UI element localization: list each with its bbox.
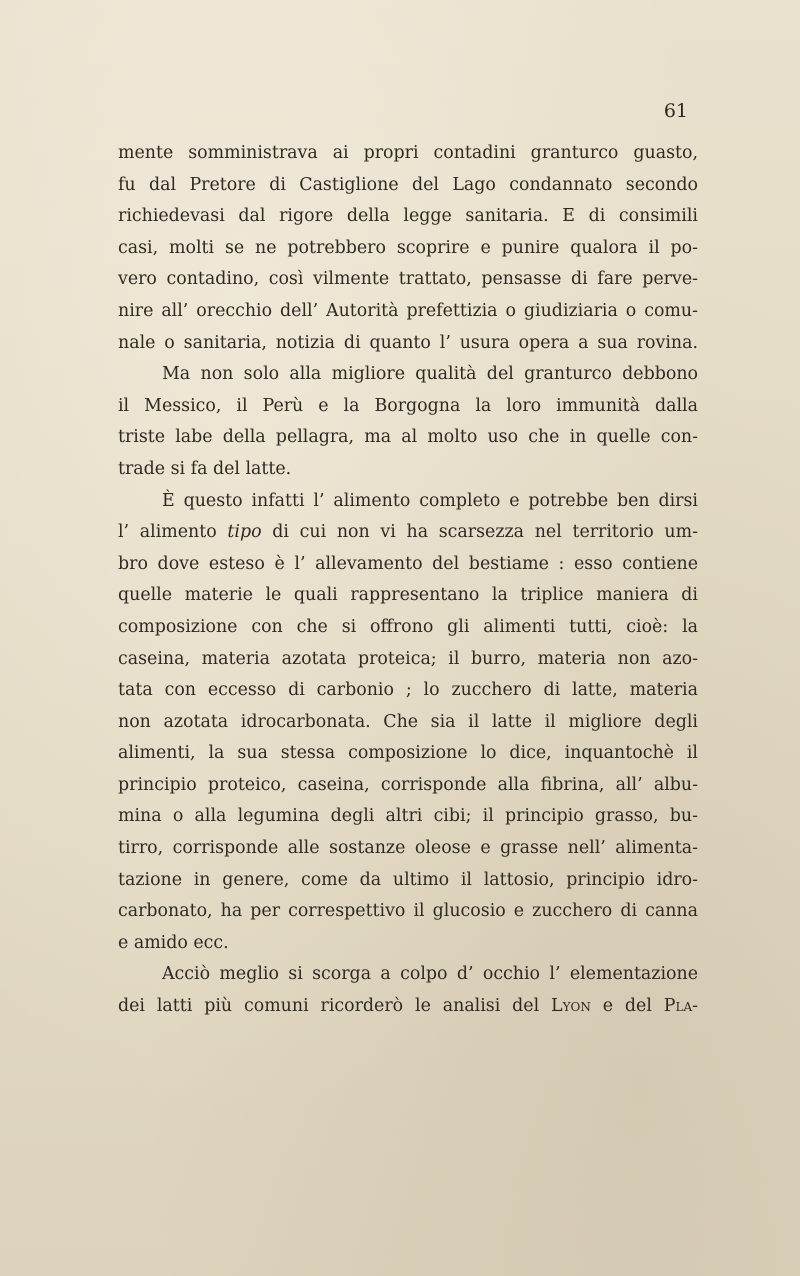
text-line: mina o alla legumina degli altri cibi; il principio grasso, bu- xyxy=(118,806,698,827)
text-line-with-italic xyxy=(118,517,698,549)
text-line: carbonato, ha per correspettivo il glucosio e zucchero di canna xyxy=(118,901,698,922)
text-line-with-names xyxy=(118,991,698,1023)
text-line: tirro, corrisponde alle sostanze oleose e grasse nell’ alimenta- xyxy=(118,838,698,859)
text-line: nale o sanitaria, notizia di quanto l’ usura opera a sua rovina. xyxy=(118,332,698,353)
text-line: caseina, materia azotata proteica; il burro, materia non azo- xyxy=(118,648,698,669)
text-line: non azotata idrocarbonata. Che sia il latte il migliore degli xyxy=(118,711,698,732)
text-line: il Messico, il Perù e la Borgogna la loro immunità dalla xyxy=(118,395,698,416)
text-line: mente somministrava ai propri contadini granturco guasto, xyxy=(118,143,698,163)
text-line: Acciò meglio si scorga a colpo d’ occhio l’ elementazione xyxy=(162,964,698,985)
text-line: alimenti, la sua stessa composizione lo dice, inquantochè il xyxy=(118,743,698,764)
text-fragment: dei latti più comuni ricorderò le analisi del xyxy=(118,996,552,1017)
text-fragment: e del xyxy=(590,996,664,1017)
text-fragment: di cui non vi ha scarsezza nel territorio um- xyxy=(261,522,698,543)
author-name: Lyon xyxy=(551,996,591,1017)
text-line: trade si fa del latte. xyxy=(118,458,292,479)
text-line: richiedevasi dal rigore della legge sanitaria. E di consimili xyxy=(118,206,698,227)
text-line: nire all’ orecchio dell’ Autorità prefettizia o giudiziaria o comu- xyxy=(118,300,698,321)
author-name: Pla- xyxy=(663,996,698,1017)
text-line: e amido ecc. xyxy=(118,932,229,953)
page-number: 61 xyxy=(663,100,688,122)
text-line: bro dove esteso è l’ allevamento del bestiame : esso contiene xyxy=(118,553,698,574)
text-line: Ma non solo alla migliore qualità del granturco debbono xyxy=(162,364,698,385)
text-fragment: l’ alimento xyxy=(118,522,228,543)
text-line: principio proteico, caseina, corrisponde alla fibrina, all’ albu- xyxy=(118,774,698,795)
text-line: casi, molti se ne potrebbero scoprire e punire qualora il po- xyxy=(118,237,698,258)
text-line: tata con eccesso di carbonio ; lo zucchero di latte, materia xyxy=(118,680,698,701)
text-line: composizione con che si offrono gli alimenti tutti, cioè: la xyxy=(118,616,698,637)
italic-word: tipo xyxy=(227,522,262,543)
text-line: fu dal Pretore di Castiglione del Lago condannato secondo xyxy=(118,174,698,195)
text-line: tazione in genere, come da ultimo il lattosio, principio idro- xyxy=(118,869,698,890)
text-line: È questo infatti l’ alimento completo e potrebbe ben dirsi xyxy=(162,490,698,511)
text-line: vero contadino, così vilmente trattato, pensasse di fare perve- xyxy=(118,269,698,290)
text-line: triste labe della pellagra, ma al molto uso che in quelle con- xyxy=(118,427,698,448)
text-line: quelle materie le quali rappresentano la triplice maniera di xyxy=(118,585,698,606)
body-text xyxy=(118,138,698,1023)
